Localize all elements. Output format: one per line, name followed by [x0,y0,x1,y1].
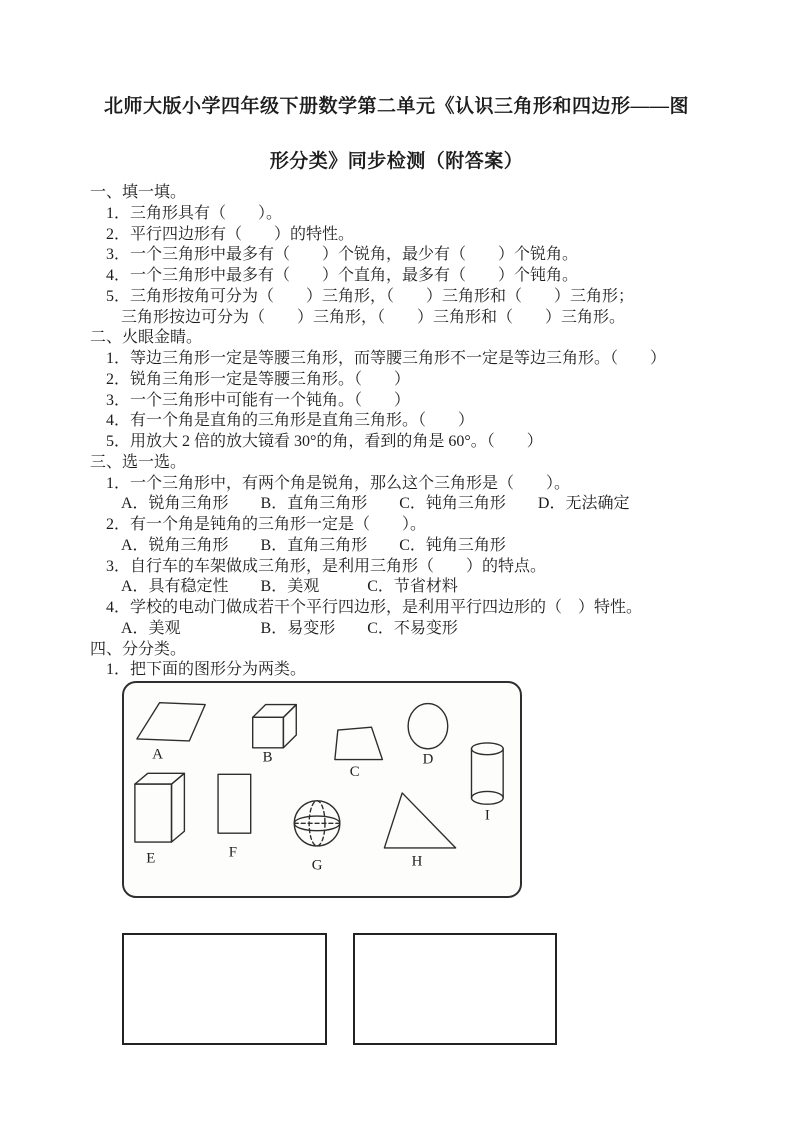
sphere-shape [294,801,340,846]
s2-question-4: 4．有一个角是直角的三角形是直角三角形。（ ） [106,412,475,430]
s2-question-2: 2．锐角三角形一定是等腰三角形。（ ） [106,370,411,388]
s1-question-1: 1．三角形具有（ ）。 [106,204,283,222]
page-title-line-2: 形分类》同步检测（附答案） [269,151,524,172]
classification-answer-area [122,933,793,1045]
shape-label-h: H [411,853,423,870]
section-3-heading: 三、选一选。 [90,453,187,471]
cube-shape [253,705,297,748]
s3-question-4: 4．学校的电动门做成若干个平行四边形，是利用平行四边形的（ ）特性。 [106,599,643,616]
shape-label-f: F [228,844,238,861]
shapes-figure [124,683,520,896]
page-title-line-1: 北师大版小学四年级下册数学第二单元《认识三角形和四边形——图 [103,96,689,117]
parallelogram-shape [137,703,205,741]
s3-question-2-options: A．锐角三角形 B．直角三角形 C．钝角三角形 [121,536,506,554]
shape-label-g: G [311,857,323,874]
answer-box-category-1 [122,933,327,1045]
shape-label-b: B [262,749,273,766]
answer-box-category-2 [353,933,557,1045]
s3-question-2: 2．有一个角是钝角的三角形一定是（ ）。 [106,516,427,533]
trapezoid-shape [335,727,383,759]
s1-question-3: 3．一个三角形中最多有（ ）个锐角，最少有（ ）个锐角。 [106,246,579,264]
s1-question-5: 5．三角形按角可分为（ ）三角形，（ ）三角形和（ ）三角形； [106,287,635,305]
shape-labels [146,747,490,874]
s4-question-1: 1．把下面的图形分为两类。 [106,661,307,679]
shapes-figure-box [122,681,522,898]
section-4-heading: 四、分分类。 [90,640,187,658]
s3-question-1: 1．一个三角形中，有两个角是锐角，那么这个三角形是（ ）。 [106,474,571,492]
section-2-heading: 二、火眼金睛。 [90,329,203,347]
s2-question-1: 1．等边三角形一定是等腰三角形，而等腰三角形不一定是等边三角形。（ ） [106,350,667,367]
rectangle-shape [218,774,251,833]
cuboid-shape [135,773,185,842]
shape-label-c: C [349,764,360,781]
s1-question-2: 2．平行四边形有（ ）的特性。 [106,225,355,243]
s1-question-4: 4．一个三角形中最多有（ ）个直角，最多有（ ）个钝角。 [106,267,579,284]
triangle-shape [384,793,455,848]
worksheet-body [0,183,793,681]
s1-question-5-continuation: 三角形按边可分为（ ）三角形，（ ）三角形和（ ）三角形。 [121,308,626,326]
shape-label-d: D [422,751,434,768]
shape-label-e: E [146,850,156,867]
shape-label-i: I [484,807,490,824]
shape-ink-group [135,703,503,848]
s2-question-5: 5．用放大 2 倍的放大镜看 30°的角，看到的角是 60°。（ ） [106,433,543,450]
s3-question-4-options: A．美观 B．易变形 C．不易变形 [121,619,458,637]
s3-question-1-options: A．锐角三角形 B．直角三角形 C．钝角三角形 D．无法确定 [121,495,630,513]
s3-question-3-options: A．具有稳定性 B．美观 C．节省材料 [121,578,458,596]
cylinder-shape [471,743,503,804]
circle-shape [408,704,448,749]
s3-question-3: 3．自行车的车架做成三角形，是利用三角形（ ）的特点。 [106,557,547,575]
shape-label-a: A [152,746,164,763]
s2-question-3: 3．一个三角形中可能有一个钝角。（ ） [106,391,411,409]
section-1-heading: 一、填一填。 [90,184,187,201]
